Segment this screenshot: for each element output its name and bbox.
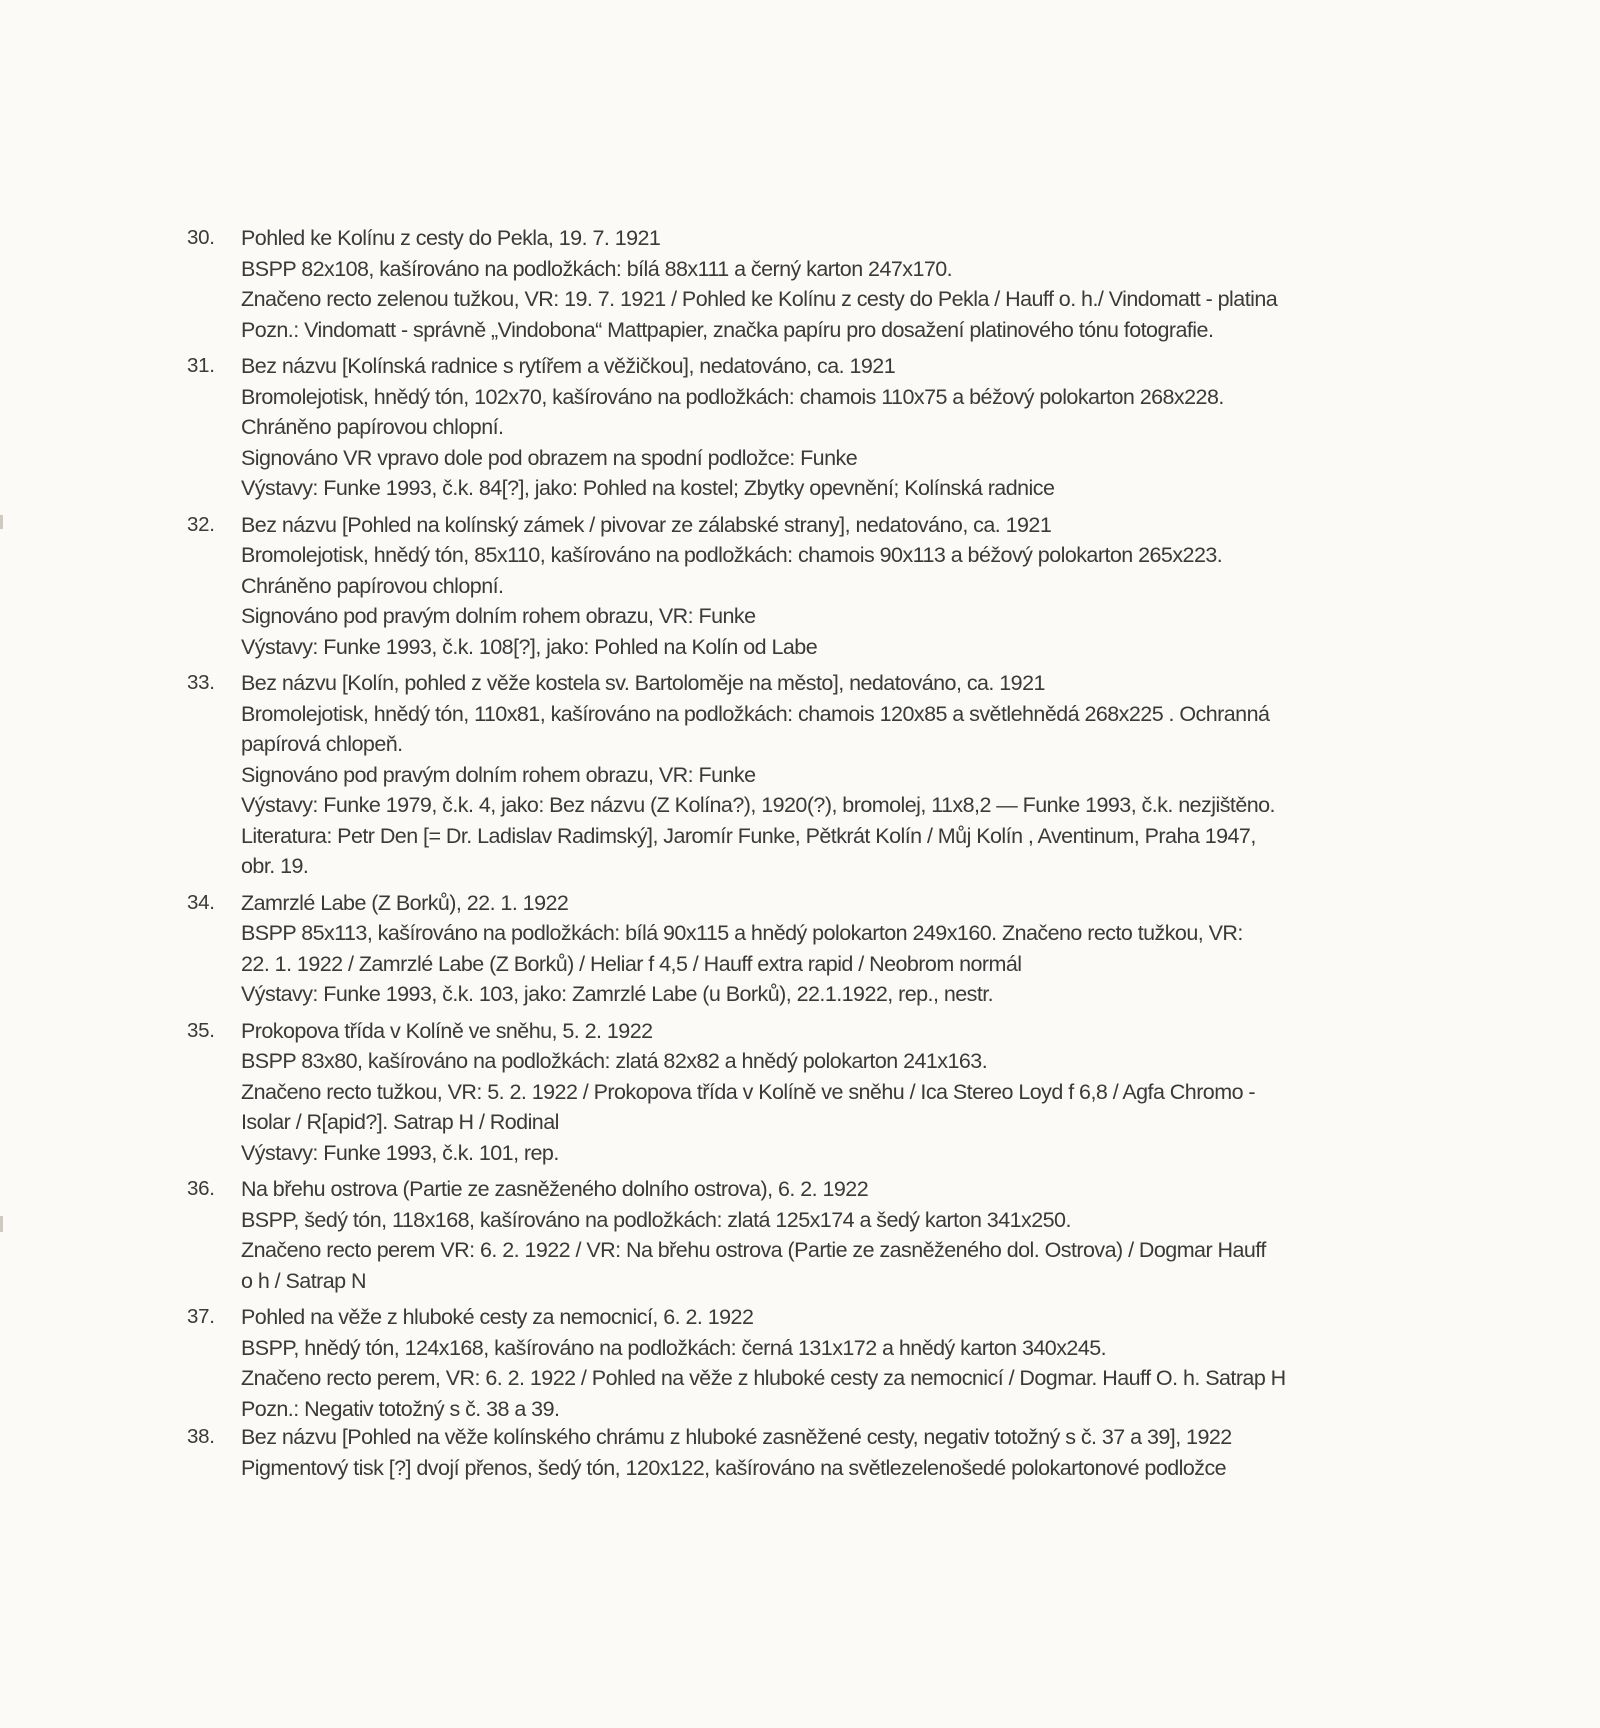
entry-line: Bromolejotisk, hnědý tón, 85x110, kašírováno na podložkách: chamois 90x113 a béžový polokarton 265x223. — [241, 543, 1223, 567]
entry-number: 34. — [187, 890, 215, 914]
catalog-entry — [187, 1302, 1417, 1424]
entry-line: BSPP 83x80, kašírováno na podložkách: zlatá 82x82 a hnědý polokarton 241x163. — [241, 1049, 988, 1073]
entry-line: Výstavy: Funke 1993, č.k. 84[?], jako: Pohled na kostel; Zbytky opevnění; Kolínská radnice — [241, 476, 1055, 500]
entry-title: Bez názvu [Pohled na věže kolínského chrámu z hluboké zasněžené cesty, negativ totožný s č. 37 a 39], 1922 — [241, 1425, 1232, 1449]
catalog-entry — [187, 1422, 1417, 1483]
entry-text — [241, 1422, 1417, 1483]
entry-line: BSPP 85x113, kašírováno na podložkách: bílá 90x115 a hnědý polokarton 249x160. Značeno recto tužkou, VR: — [241, 921, 1243, 945]
entry-line: Značeno recto perem, VR: 6. 2. 1922 / Pohled na věže z hluboké cesty za nemocnicí / Dogmar. Hauff O. h. Satrap H — [241, 1366, 1286, 1390]
entry-line: Značeno recto perem VR: 6. 2. 1922 / VR: Na břehu ostrova (Partie ze zasněženého dol. Ostrova) / Dogmar Hauff — [241, 1238, 1266, 1262]
catalog-entry — [187, 223, 1417, 345]
entry-title: Na břehu ostrova (Partie ze zasněženého dolního ostrova), 6. 2. 1922 — [241, 1177, 869, 1201]
catalog-entry — [187, 668, 1417, 882]
entry-line: obr. 19. — [241, 854, 309, 878]
entry-line: Výstavy: Funke 1993, č.k. 103, jako: Zamrzlé Labe (u Borků), 22.1.1922, rep., nestr. — [241, 982, 994, 1006]
entry-text — [241, 668, 1417, 882]
entry-text — [241, 1174, 1417, 1296]
entry-line: BSPP, hnědý tón, 124x168, kašírováno na podložkách: černá 131x172 a hnědý karton 340x245. — [241, 1335, 1107, 1360]
entry-line: Chráněno papírovou chlopní. — [241, 415, 504, 439]
entry-line: BSPP, šedý tón, 118x168, kašírováno na podložkách: zlatá 125x174 a šedý karton 341x250. — [241, 1207, 1071, 1232]
entry-line: Výstavy: Funke 1993, č.k. 108[?], jako: Pohled na Kolín od Labe — [241, 634, 818, 659]
entry-line: Výstavy: Funke 1979, č.k. 4, jako: Bez názvu (Z Kolína?), 1920(?), bromolej, 11x8,2 — Funke 1993, č.k. nezjištěno. — [241, 793, 1275, 817]
entry-number: 38. — [187, 1425, 215, 1448]
entry-title: Zamrzlé Labe (Z Borků), 22. 1. 1922 — [241, 890, 569, 915]
entry-line: Signováno pod pravým dolním rohem obrazu, VR: Funke — [241, 762, 756, 787]
entry-line: Značeno recto tužkou, VR: 5. 2. 1922 / Prokopova třída v Kolíně ve sněhu / Ica Stereo Loyd f 6,8 / Agfa Chromo - — [241, 1079, 1256, 1104]
entry-line: Signováno pod pravým dolním rohem obrazu, VR: Funke — [241, 604, 756, 628]
entry-number: 30. — [187, 226, 215, 249]
entry-line: Bromolejotisk, hnědý tón, 102x70, kašírováno na podložkách: chamois 110x75 a béžový polokarton 268x228. — [241, 384, 1224, 409]
catalog-entries — [187, 223, 1417, 1489]
entry-title: Prokopova třída v Kolíně ve sněhu, 5. 2. 1922 — [241, 1018, 653, 1043]
page-edge-mark — [0, 1216, 3, 1232]
entry-line: Literatura: Petr Den [= Dr. Ladislav Radimský], Jaromír Funke, Pětkrát Kolín / Můj Kolín , Aventinum, Praha 1947, — [241, 823, 1256, 848]
entry-line: o h / Satrap N — [241, 1268, 366, 1293]
entry-number: 32. — [187, 512, 215, 536]
entry-text — [241, 888, 1417, 1010]
entry-line: papírová chlopeň. — [241, 732, 403, 756]
catalog-entry — [187, 888, 1417, 1010]
catalog-entry — [187, 1016, 1417, 1169]
entry-line: Isolar / R[apid?]. Satrap H / Rodinal — [241, 1110, 559, 1134]
catalog-entry — [187, 351, 1417, 504]
entry-text — [241, 351, 1417, 504]
entry-title: Pohled ke Kolínu z cesty do Pekla, 19. 7. 1921 — [241, 226, 661, 250]
entry-line: Bromolejotisk, hnědý tón, 110x81, kašírováno na podložkách: chamois 120x85 a světlehnědá 268x225 . Ochranná — [241, 701, 1270, 726]
entry-line: Signováno VR vpravo dole pod obrazem na spodní podložce: Funke — [241, 445, 858, 470]
entry-line: BSPP 82x108, kašírováno na podložkách: bílá 88x111 a černý karton 247x170. — [241, 256, 953, 281]
entry-number: 33. — [187, 671, 215, 694]
entry-title: Bez názvu [Pohled na kolínský zámek / pivovar ze zálabské strany], nedatováno, ca. 1921 — [241, 512, 1052, 537]
entry-line: Pozn.: Negativ totožný s č. 38 a 39. — [241, 1396, 560, 1421]
catalog-entry — [187, 1174, 1417, 1296]
entry-line: Pozn.: Vindomatt - správně „Vindobona“ Mattpapier, značka papíru pro dosažení platinového tónu fotografie. — [241, 317, 1214, 342]
entry-line: Pigmentový tisk [?] dvojí přenos, šedý tón, 120x122, kašírováno na světlezelenošedé polokartonové podložce — [241, 1455, 1227, 1480]
entry-text — [241, 510, 1417, 663]
entry-title: Bez názvu [Kolín, pohled z věže kostela sv. Bartoloměje na město], nedatováno, ca. 1921 — [241, 671, 1045, 695]
entry-title: Bez názvu [Kolínská radnice s rytířem a věžičkou], nedatováno, ca. 1921 — [241, 354, 896, 378]
entry-title: Pohled na věže z hluboké cesty za nemocnicí, 6. 2. 1922 — [241, 1305, 754, 1329]
entry-text — [241, 1016, 1417, 1169]
entry-number: 37. — [187, 1305, 215, 1328]
entry-number: 36. — [187, 1177, 215, 1200]
entry-line: Značeno recto zelenou tužkou, VR: 19. 7. 1921 / Pohled ke Kolínu z cesty do Pekla / Hauff o. h./ Vindomatt - platina — [241, 287, 1278, 311]
entry-text — [241, 223, 1417, 345]
entry-text — [241, 1302, 1417, 1424]
entry-number: 31. — [187, 354, 215, 377]
entry-line: 22. 1. 1922 / Zamrzlé Labe (Z Borků) / Heliar f 4,5 / Hauff extra rapid / Neobrom normál — [241, 951, 1022, 976]
page-edge-mark — [0, 515, 3, 529]
entry-number: 35. — [187, 1018, 215, 1042]
entry-line: Výstavy: Funke 1993, č.k. 101, rep. — [241, 1140, 559, 1165]
catalog-entry — [187, 510, 1417, 663]
entry-line: Chráněno papírovou chlopní. — [241, 573, 504, 598]
